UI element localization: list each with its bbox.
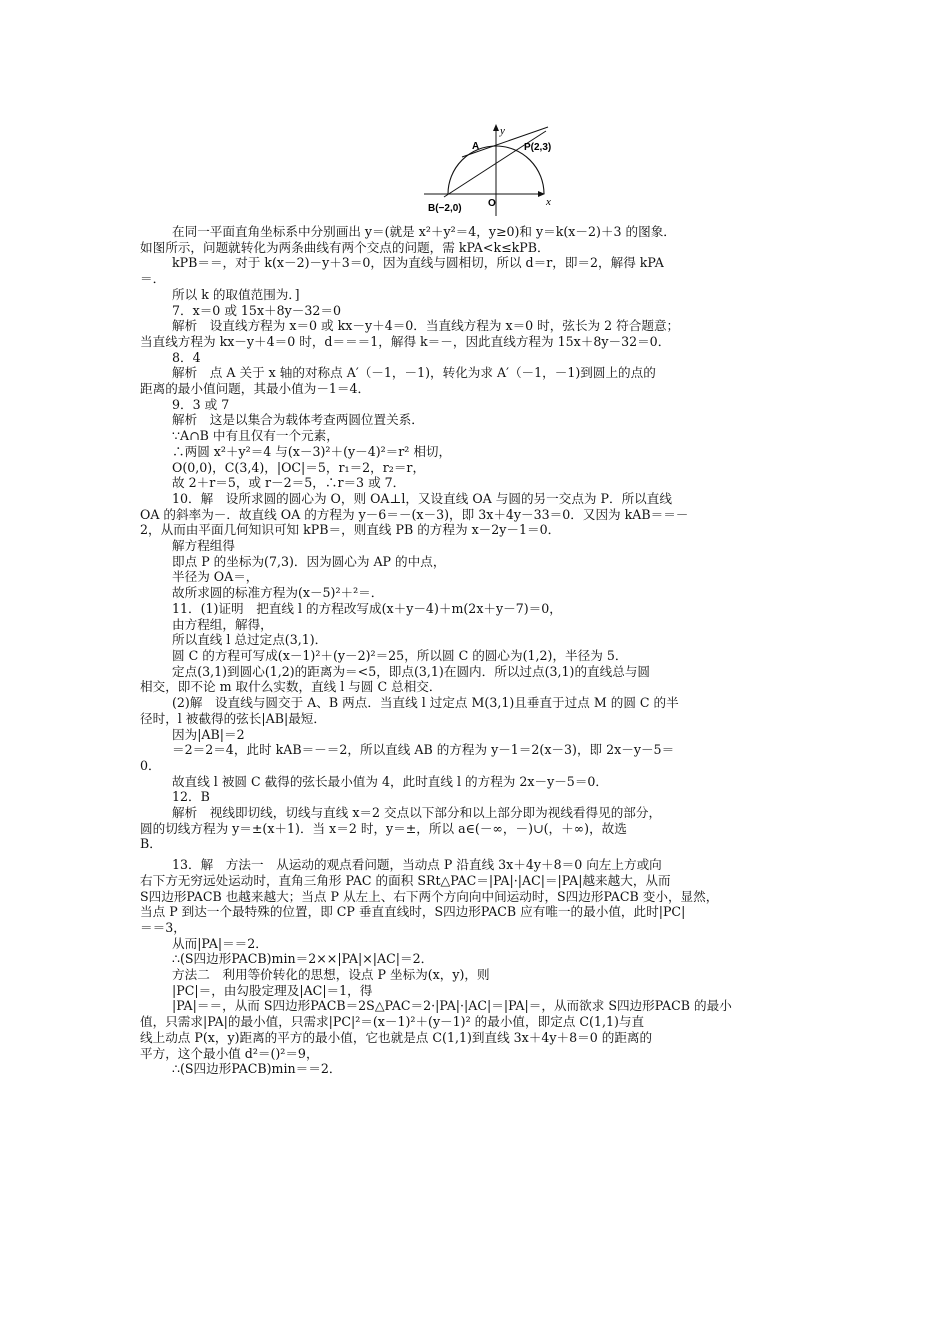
- text-line: S四边形PACB 也越来越大；当点 P 从左上、右下两个方向向中间运动时，S四边形PACB 变小，显然，: [140, 888, 719, 904]
- text-line: ∵A∩B 中有且仅有一个元素，: [172, 428, 339, 444]
- figure-svg: [424, 120, 560, 216]
- text-line: 8．4: [172, 349, 201, 365]
- text-line: 0．: [140, 757, 161, 773]
- text-line: 13．解 方法一 从运动的观点看问题，当动点 P 沿直线 3x＋4y＋8＝0 向左上方或向: [172, 857, 662, 873]
- text-line: 半径为 OA＝，: [172, 569, 259, 585]
- text-line: 故直线 l 被圆 C 截得的弦长最小值为 4，此时直线 l 的方程为 2x－y－5＝0．: [172, 773, 609, 789]
- text-line: 故所求圆的标准方程为(x－5)²＋²＝．: [172, 585, 384, 601]
- text-line: ∴(S四边形PACB)min＝＝2．: [172, 1061, 342, 1077]
- text-line: 解析 视线即切线，切线与直线 x＝2 交点以下部分和以上部分即为视线看得见的部分，: [172, 805, 662, 821]
- text-line: 径时，l 被截得的弦长|AB|最短．: [140, 710, 326, 726]
- text-line: 7．x＝0 或 15x＋8y－32＝0: [172, 302, 341, 318]
- solution-text: [140, 224, 820, 1077]
- text-line: ＝2＝2＝4，此时 kAB＝－＝2，所以直线 AB 的方程为 y－1＝2(x－3)，即 2x－y－5＝: [172, 742, 675, 758]
- text-line: ∴两圆 x²＋y²＝4 与(x－3)²＋(y－4)²＝r² 相切，: [172, 443, 452, 459]
- text-line: 相交，即不论 m 取什么实数，直线 l 与圆 C 总相交．: [140, 679, 442, 695]
- text-line: O(0,0)，C(3,4)，|OC|＝5，r₁＝2，r₂＝r，: [172, 459, 426, 475]
- label-a: A: [472, 141, 480, 152]
- text-line: 11．(1)证明 把直线 l 的方程改写成(x＋y－4)＋m(2x＋y－7)＝0，: [172, 600, 562, 616]
- text-line: 如图所示，问题就转化为两条曲线有两个交点的问题，需 kPA<k≤kPB．: [140, 239, 550, 255]
- label-p: P(2,3): [524, 142, 552, 153]
- text-line: |PA|＝＝，从而 S四边形PACB＝2S△PAC＝2·|PA|·|AC|＝|PA|＝，从而欲求 S四边形PACB 的最小: [172, 998, 732, 1014]
- text-line: 值，只需求|PA|的最小值，只需求|PC|²＝(x－1)²＋(y－1)² 的最小值，即定点 C(1,1)与直: [140, 1014, 645, 1030]
- text-line: 距离的最小值问题，其最小值为－1＝4．: [140, 381, 371, 397]
- text-line: 方法二 利用等价转化的思想，设点 P 坐标为(x，y)，则: [172, 967, 490, 983]
- text-line: OA 的斜率为－．故直线 OA 的方程为 y－6＝－(x－3)，即 3x＋4y－33＝0．又因为 kAB＝＝－: [140, 506, 689, 522]
- text-line: |PC|＝，由勾股定理及|AC|＝1，得: [172, 982, 373, 998]
- text-line: ＝＝3，: [140, 919, 186, 935]
- text-line: 圆的切线方程为 y＝±(x＋1)．当 x＝2 时，y＝±，所以 a∈(－∞，－)∪(，＋∞)，故选: [140, 820, 627, 836]
- text-line: 由方程组，解得，: [172, 616, 273, 632]
- text-line: 圆 C 的方程可写成(x－1)²＋(y－2)²＝25，所以圆 C 的圆心为(1,2)，半径为 5．: [172, 647, 628, 663]
- text-line: 2，从而由平面几何知识可知 kPB＝，则直线 PB 的方程为 x－2y－1＝0．: [140, 522, 561, 538]
- text-line: 定点(3,1)到圆心(1,2)的距离为＝<5，即点(3,1)在圆内．所以过点(3,1)的直线总与圆: [172, 663, 651, 679]
- text-line: 因为|AB|＝2: [172, 726, 245, 742]
- text-line: 即点 P 的坐标为(7,3)．因为圆心为 AP 的中点，: [172, 553, 446, 569]
- text-line: 所以 k 的取值范围为．]: [172, 286, 300, 302]
- text-line: 解析 点 A 关于 x 轴的对称点 A′（－1，－1)，转化为求 A′（－1，－1)到圆上的点的: [172, 365, 656, 381]
- text-line: 平方，这个最小值 d²＝()²＝9，: [140, 1045, 319, 1061]
- text-line: 解析 设直线方程为 x＝0 或 kx－y＋4＝0．当直线方程为 x＝0 时，弦长为 2 符合题意；: [172, 318, 680, 334]
- text-line: 故 2＋r＝5，或 r－2＝5，∴r＝3 或 7．: [172, 475, 406, 491]
- text-line: ∴(S四边形PACB)min＝2××|PA|×|AC|＝2．: [172, 951, 434, 967]
- text-line: 10．解 设所求圆的圆心为 O，则 OA⊥l，又设直线 OA 与圆的另一交点为 P．所以直线: [172, 490, 672, 506]
- text-line: B．: [140, 836, 162, 852]
- text-line: 右下方无穷远处运动时，直角三角形 PAC 的面积 SRt△PAC＝|PA|·|AC|＝|PA|越来越大，从而: [140, 872, 671, 888]
- semicircle-figure: [424, 120, 560, 216]
- label-o: O: [488, 198, 496, 209]
- label-b: B(−2,0): [428, 203, 462, 214]
- text-line: 12．B: [172, 789, 210, 805]
- text-line: ＝．: [140, 271, 166, 287]
- label-y: y: [500, 125, 505, 137]
- text-line: 从而|PA|＝＝2．: [172, 935, 268, 951]
- text-line: 解析 这是以集合为载体考查两圆位置关系．: [172, 412, 424, 428]
- text-line: 9．3 或 7: [172, 396, 230, 412]
- text-line: 所以直线 l 总过定点(3,1)．: [172, 632, 328, 648]
- text-line: 当直线方程为 kx－y＋4＝0 时，d＝＝＝1，解得 k＝－，因此直线方程为 15x＋8y－32＝0．: [140, 333, 671, 349]
- y-axis-arrow: [493, 124, 499, 131]
- label-x: x: [546, 196, 551, 208]
- text-line: (2)解 设直线与圆交于 A、B 两点．当直线 l 过定点 M(3,1)且垂直于过点 M 的圆 C 的半: [172, 695, 679, 711]
- text-line: kPB＝＝，对于 k(x－2)－y＋3＝0，因为直线与圆相切，所以 d＝r，即＝2，解得 kPA: [172, 255, 664, 271]
- text-line: 在同一平面直角坐标系中分别画出 y＝(就是 x²＋y²＝4，y≥0)和 y＝k(x－2)＋3 的图象．: [172, 224, 676, 239]
- secant-line-pb: [444, 131, 546, 197]
- text-line: 当点 P 到达一个最特殊的位置，即 CP 垂直直线时，S四边形PACB 应有唯一的最小值，此时|PC|: [140, 904, 686, 920]
- text-line: 线上动点 P(x，y)距离的平方的最小值，它也就是点 C(1,1)到直线 3x＋4y＋8＝0 的距离的: [140, 1029, 653, 1045]
- text-line: 解方程组得: [172, 538, 235, 554]
